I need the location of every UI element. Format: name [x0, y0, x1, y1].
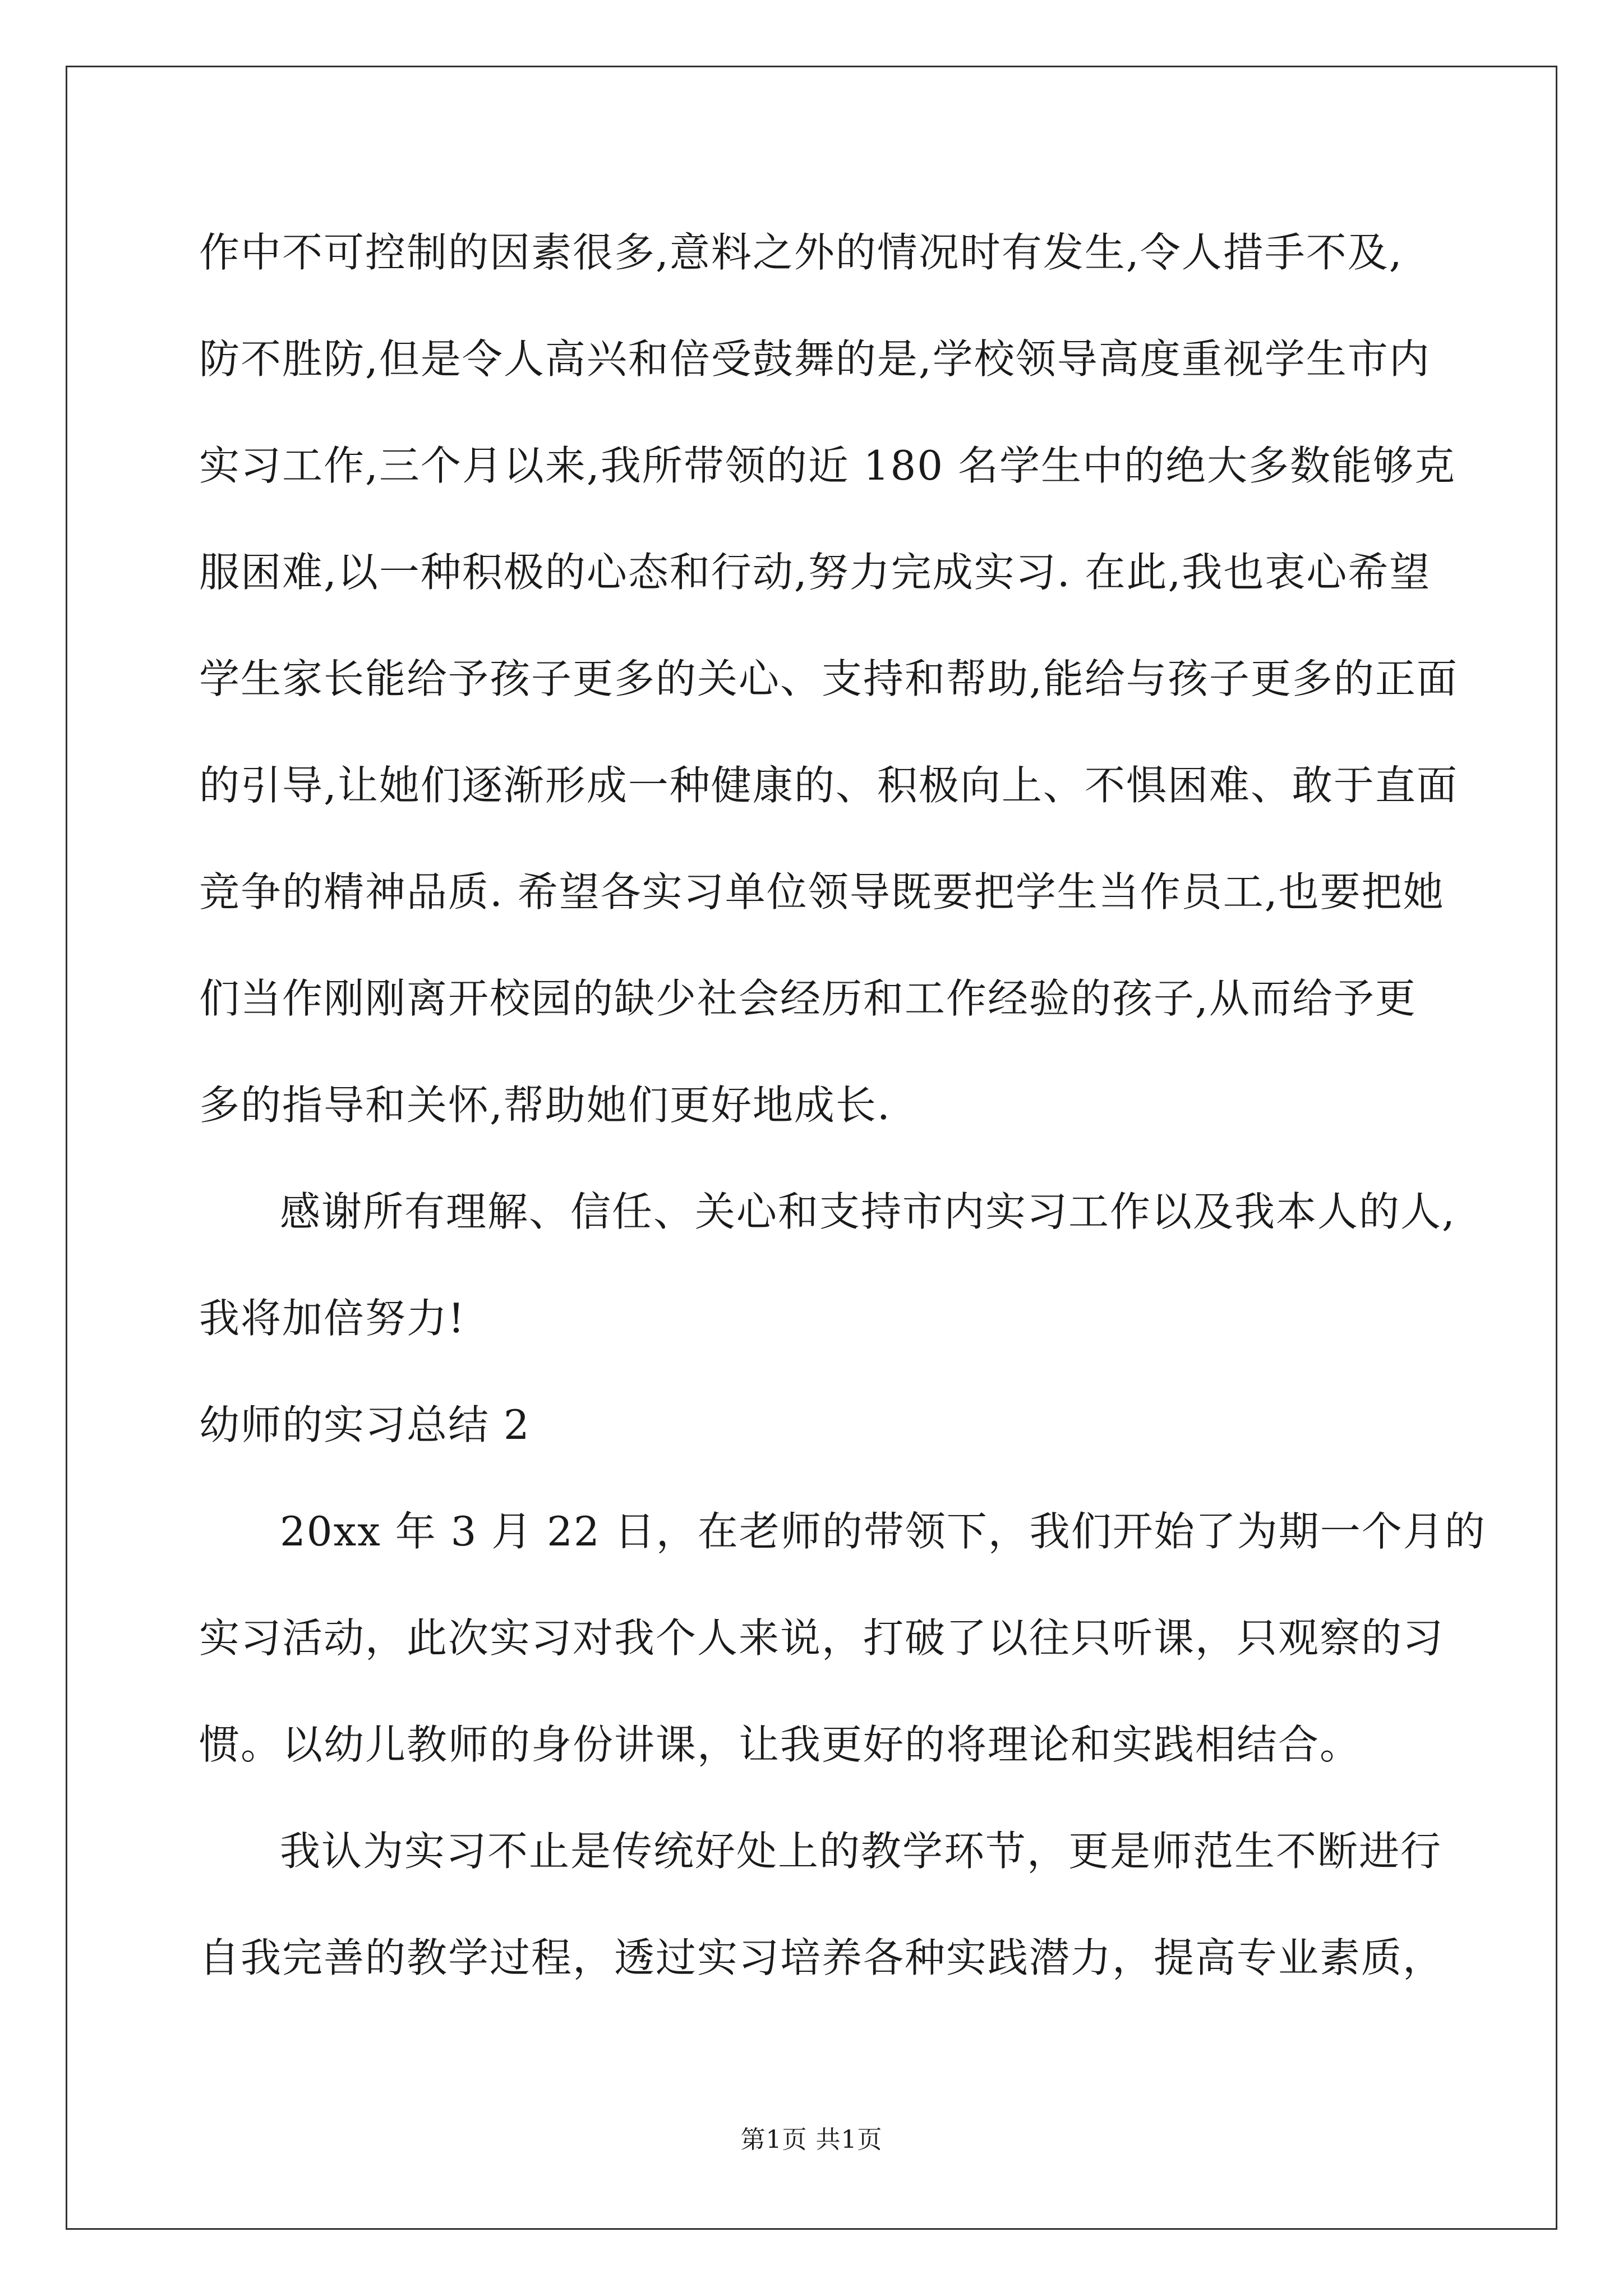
paragraph-line: 的引导,让她们逐渐形成一种健康的、积极向上、不惧困难、敢于直面 [199, 762, 1458, 809]
document-body [199, 199, 1486, 2011]
paragraph-line: 我将加倍努力! [199, 1295, 465, 1342]
paragraph-line: 防不胜防,但是令人高兴和倍受鼓舞的是,学校领导高度重视学生市内 [199, 335, 1431, 383]
paragraph-line: 实习活动，此次实习对我个人来说，打破了以往只听课，只观察的习 [199, 1614, 1445, 1662]
paragraph-line: 20xx 年 3 月 22 日，在老师的带领下，我们开始了为期一个月的 [280, 1508, 1486, 1555]
paragraph-line: 惯。以幼儿教师的身份讲课，让我更好的将理论和实践相结合。 [199, 1721, 1362, 1768]
paragraph-line: 多的指导和关怀,帮助她们更好地成长. [199, 1082, 891, 1129]
paragraph-line: 竞争的精神品质. 希望各实习单位领导既要把学生当作员工,也要把她 [199, 868, 1445, 915]
paragraph-line: 自我完善的教学过程，透过实习培养各种实践潜力，提高专业素质， [199, 1934, 1445, 1981]
paragraph-line: 们当作刚刚离开校园的缺少社会经历和工作经验的孩子,从而给予更 [199, 975, 1417, 1022]
paragraph-line: 服困难,以一种积极的心态和行动,努力完成实习. 在此,我也衷心希望 [199, 549, 1431, 596]
paragraph-line: 学生家长能给予孩子更多的关心、支持和帮助,能给与孩子更多的正面 [199, 655, 1458, 702]
paragraph-line: 感谢所有理解、信任、关心和支持市内实习工作以及我本人的人, [280, 1188, 1456, 1235]
paragraph-line: 我认为实习不止是传统好处上的教学环节，更是师范生不断进行 [280, 1828, 1442, 1875]
paragraph-line: 作中不可控制的因素很多,意料之外的情况时有发生,令人措手不及, [199, 229, 1403, 276]
section-heading: 幼师的实习总结 2 [199, 1401, 531, 1448]
page-number-footer: 第1页 共1页 [740, 2125, 883, 2154]
paragraph-line: 实习工作,三个月以来,我所带领的近 180 名学生中的绝大多数能够克 [199, 442, 1456, 489]
